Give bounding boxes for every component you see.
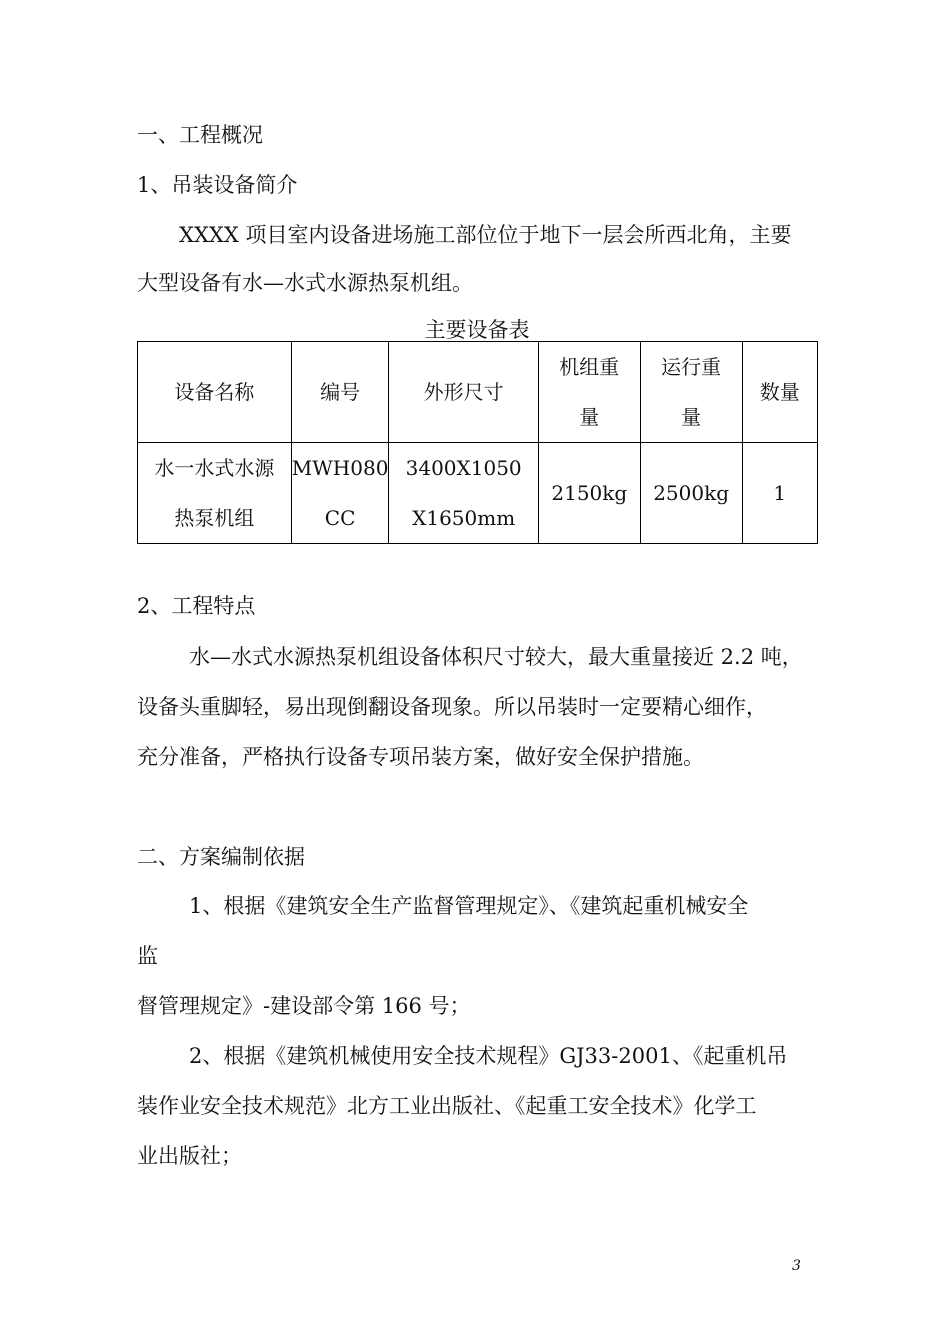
section2-heading: 二、方案编制依据 xyxy=(137,845,305,869)
cell-qty: 1 xyxy=(742,443,817,544)
equipment-table xyxy=(137,341,818,544)
paragraph-line: 充分准备，严格执行设备专项吊装方案，做好安全保护措施。 xyxy=(137,745,704,769)
cell-run-weight: 2500kg xyxy=(640,443,742,544)
subsection2-heading: 2、工程特点 xyxy=(137,594,256,618)
header-run-weight: 运行重 量 xyxy=(640,342,742,443)
header-name: 设备名称 xyxy=(138,342,292,443)
paragraph-line: 1、根据《建筑安全生产监督管理规定》、《建筑起重机械安全 xyxy=(189,894,749,918)
paragraph-line: 2、根据《建筑机械使用安全技术规程》GJ33-2001、《起重机吊 xyxy=(189,1044,788,1068)
cell-size: 3400X1050 X1650mm xyxy=(389,443,538,544)
paragraph-line: 水—水式水源热泵机组设备体积尺寸较大，最大重量接近 2.2 吨， xyxy=(189,645,803,669)
header-unit-weight: 机组重 量 xyxy=(538,342,640,443)
cell-name: 水一水式水源 热泵机组 xyxy=(138,443,292,544)
paragraph-line: 装作业安全技术规范》北方工业出版社、《起重工安全技术》化学工 xyxy=(137,1094,757,1118)
paragraph-line: XXXX 项目室内设备进场施工部位位于地下一层会所西北角，主要 xyxy=(179,223,792,247)
section1-heading: 一、工程概况 xyxy=(137,123,263,147)
paragraph-line: 设备头重脚轻，易出现倒翻设备现象。所以吊装时一定要精心细作， xyxy=(137,695,767,719)
header-code: 编号 xyxy=(291,342,389,443)
table-row xyxy=(138,443,818,544)
paragraph-line: 监 xyxy=(137,944,158,968)
cell-code: MWH080 CC xyxy=(291,443,389,544)
paragraph-line: 督管理规定》-建设部令第 166 号； xyxy=(137,994,471,1018)
cell-unit-weight: 2150kg xyxy=(538,443,640,544)
header-size: 外形尺寸 xyxy=(389,342,538,443)
table-header-row xyxy=(138,342,818,443)
paragraph-line: 业出版社； xyxy=(137,1144,242,1168)
page-number: 3 xyxy=(792,1258,801,1274)
header-qty: 数量 xyxy=(742,342,817,443)
paragraph-line: 大型设备有水—水式水源热泵机组。 xyxy=(137,271,473,295)
subsection1-heading: 1、吊装设备简介 xyxy=(137,173,298,197)
table-caption: 主要设备表 xyxy=(424,318,530,342)
